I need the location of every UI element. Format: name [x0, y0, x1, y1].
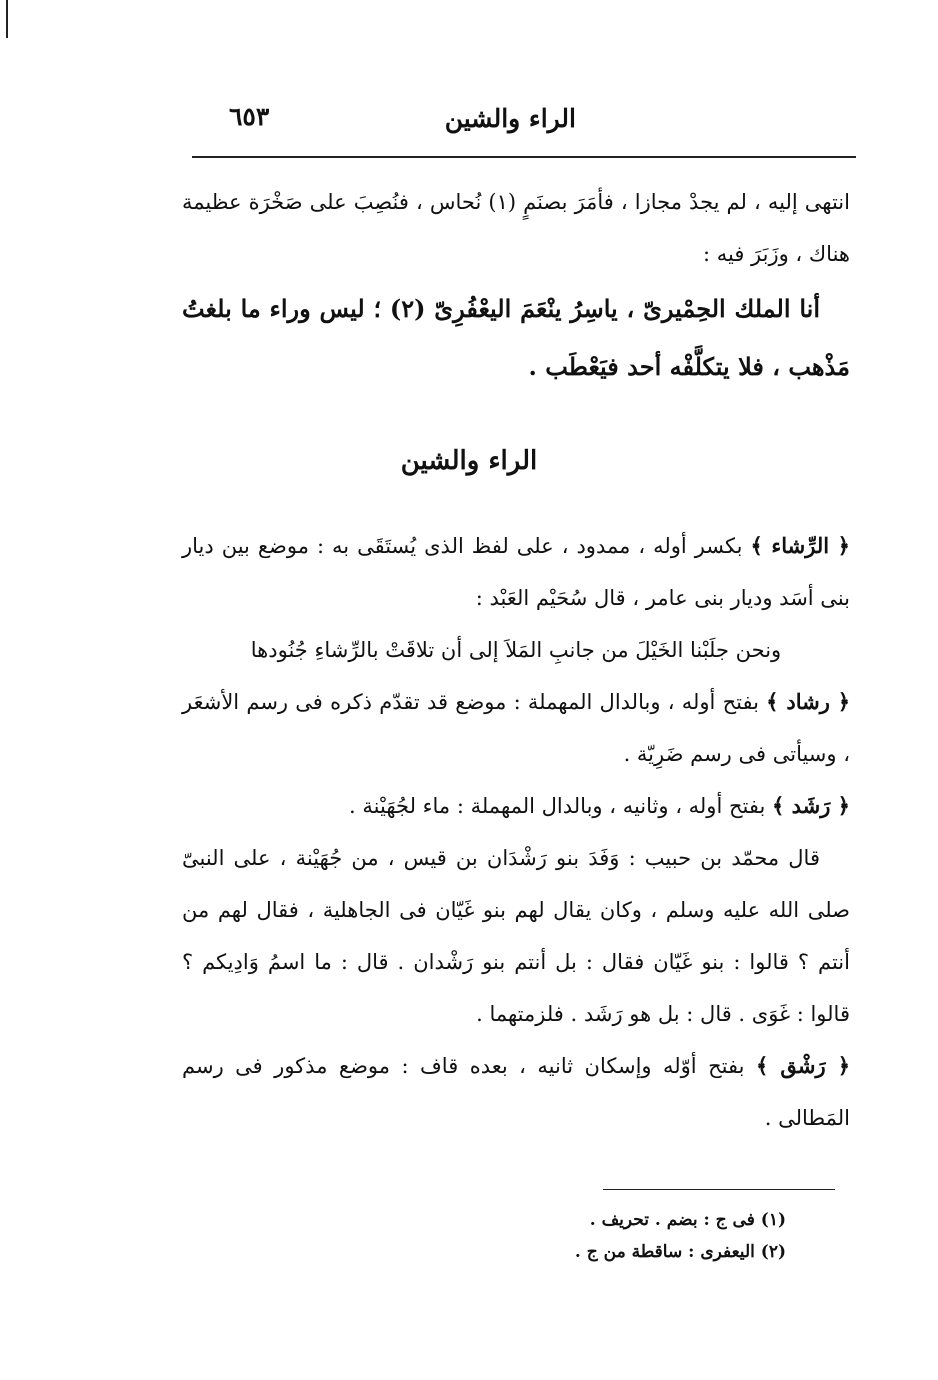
- page-header: [185, 96, 856, 142]
- headword: ﴿ رَشَد ﴾: [772, 793, 850, 818]
- entry-text: بفتح أوّله وإسكان ثانيه ، بعده قاف : موضع مذكور فى رسم المَطالى .: [182, 1054, 850, 1130]
- poetry-verse: [182, 624, 850, 676]
- entry-text: بكسر أوله ، ممدود ، على لفظ الذى يُستَقَى به : موضع بين ديار بنى أسَد وديار بنى عامر ، قال سُحَيْم العَبْد :: [182, 534, 850, 610]
- intro-block: [182, 176, 850, 396]
- headword: ﴿ رشاد ﴾: [766, 689, 851, 714]
- headword: ﴿ رَشْق ﴾: [755, 1053, 850, 1078]
- section-title: الراء والشين: [400, 446, 538, 476]
- scan-edge-mark: [6, 0, 8, 38]
- entry-rashad-water: [182, 780, 850, 832]
- footnote-1: (١) فى ج : بضم . تحريف .: [589, 1210, 786, 1230]
- verse-text: ونحن جلَبْنا الخَيْلَ من جانبِ المَلاَ إلى أن تلاقَتْ بالرِّشاءِ جُنُودها: [250, 638, 782, 662]
- footnote-2: (٢) اليعفرى : ساقطة من ج .: [574, 1242, 786, 1262]
- running-title: الراء والشين: [444, 104, 576, 133]
- entry-text: بفتح أوله ، وبالدال المهملة : موضع قد تقدّم ذكره فى رسم الأشعَر ، وسيأتى فى رسم ضَرِيّة .: [182, 690, 850, 766]
- entry-text: بفتح أوله ، وثانيه ، وبالدال المهملة : ماء لجُهَيْنة .: [349, 794, 772, 818]
- footnotes: [300, 1204, 786, 1268]
- entry-text: قال محمّد بن حبيب : وَفَدَ بنو رَشْدَان بن قيس ، من جُهَيْنة ، على النبىّ صلى الله عليه وسلم ، وكان يقال لهم بنو غَيّان فى الجاهلية ، فقال لهم من أنتم ؟ قالوا : بنو غَيّان فقال : بل أنتم بنو رَشْدان . قال : ما اسمُ وَادِيكم ؟ قالوا : غَوَى . قال : بل هو رَشَد . فلزمتهما .: [182, 846, 850, 1026]
- entries-block: [182, 520, 850, 1144]
- page-number: ٦٥٣: [229, 102, 270, 131]
- inscription-paragraph: أنا الملك الحِمْيرىّ ، ياسِرُ ينْعَمَ اليعْفُرِىّ (٢) ؛ ليس وراء ما بلغتُ مَذْهب ، فلا يتكلَّفْه أحد فيَعْطَب .: [182, 294, 850, 381]
- hadith-paragraph: [182, 832, 850, 1040]
- header-rule: [192, 156, 856, 158]
- footnote-rule: [603, 1189, 835, 1190]
- entry-rashq: [182, 1040, 850, 1144]
- intro-paragraph: انتهى إليه ، لم يجدْ مجازا ، فأمَرَ بصنَمٍ (١) نُحاس ، فنُصِبَ على صَخْرَة عظيمة هناك ، وزَبَرَ فيه :: [182, 190, 850, 266]
- entry-rishaa: [182, 520, 850, 624]
- entry-rashad: [182, 676, 850, 780]
- headword: ﴿ الرِّشاء ﴾: [750, 533, 850, 558]
